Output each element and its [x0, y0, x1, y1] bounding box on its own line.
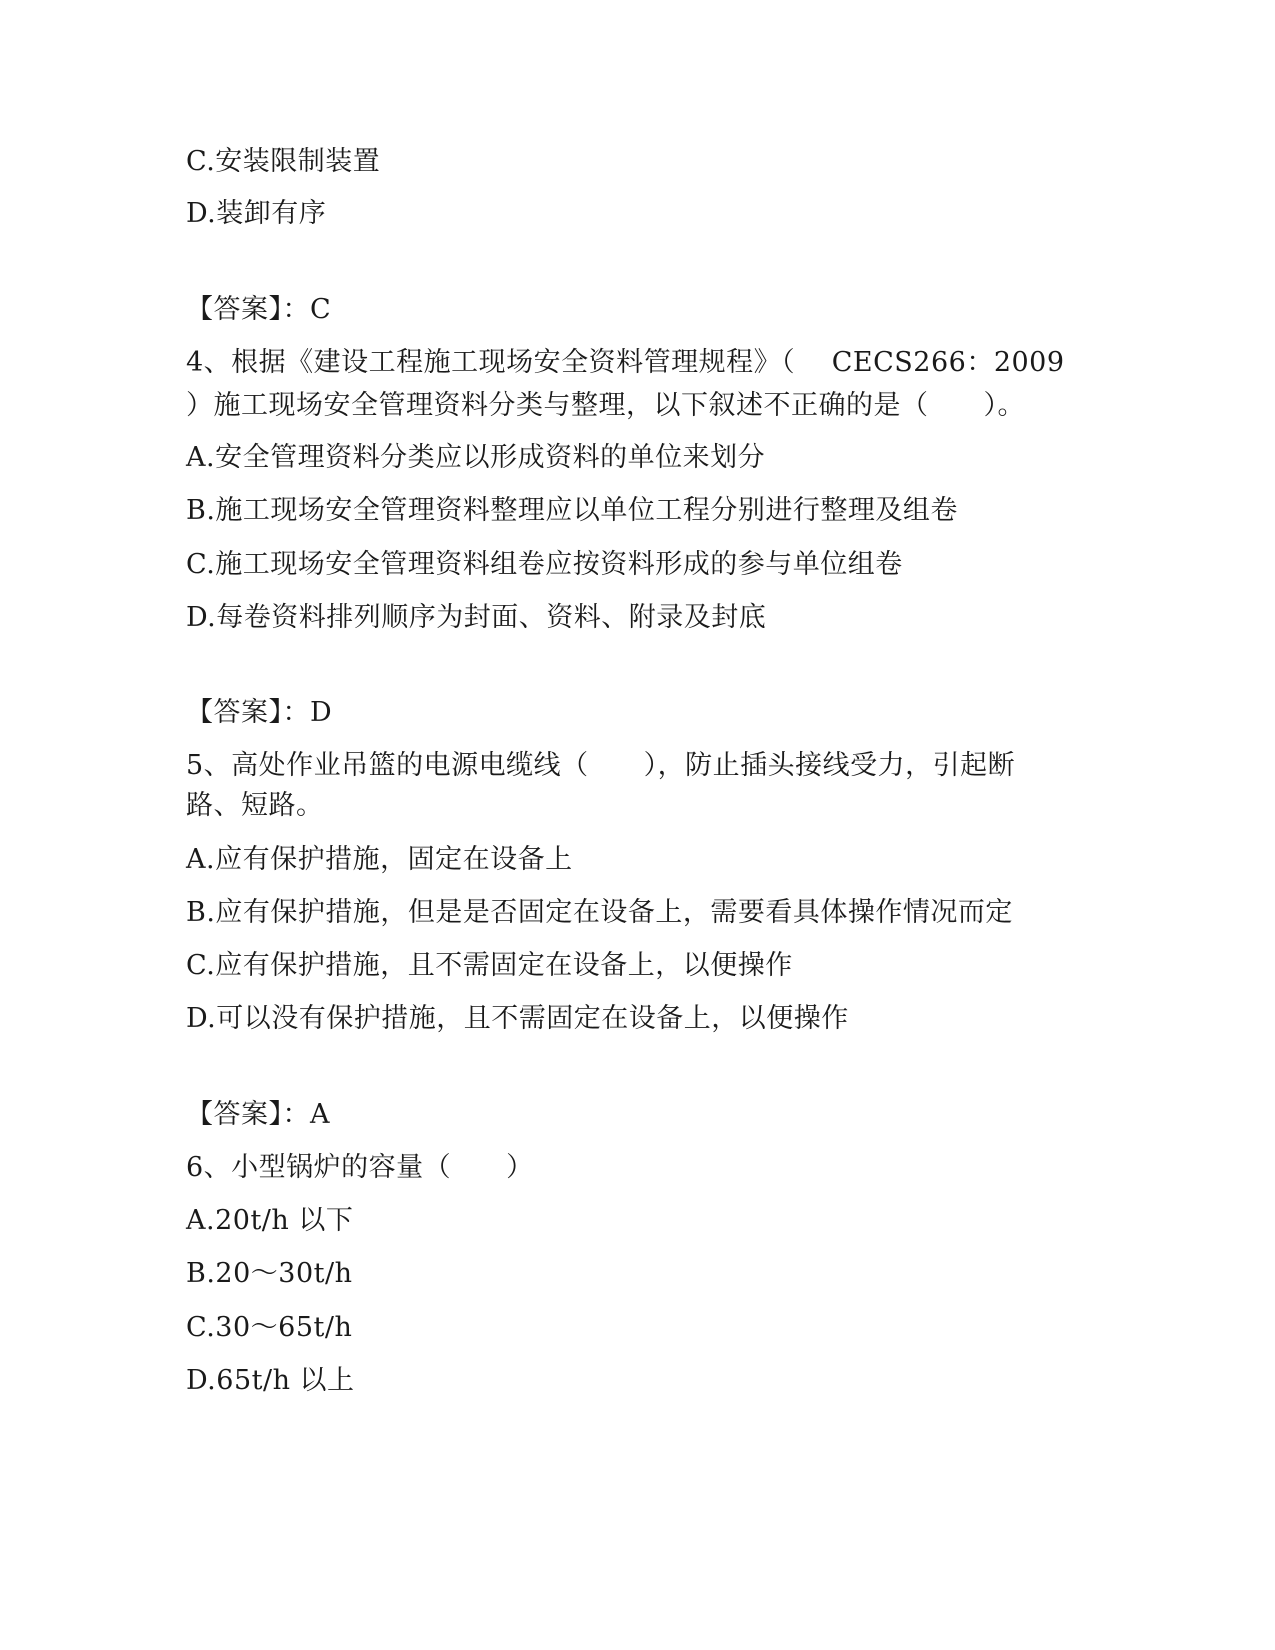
option-d: D.装卸有序 — [186, 198, 327, 229]
question-5-option-c: C.应有保护措施，且不需固定在设备上，以便操作 — [186, 950, 793, 981]
question-4-option-c: C.施工现场安全管理资料组卷应按资料形成的参与单位组卷 — [186, 549, 903, 580]
answer-line: 【答案】：C — [186, 294, 332, 325]
question-6-option-a: A.20t/h 以下 — [186, 1205, 354, 1236]
question-4-option-a: A.安全管理资料分类应以形成资料的单位来划分 — [186, 442, 766, 473]
question-6-option-c: C.30～65t/h — [186, 1312, 353, 1343]
question-5-stem-line-1: 5、高处作业吊篮的电源电缆线（ ），防止插头接线受力，引起断 — [186, 750, 1016, 781]
option-c: C.安装限制装置 — [186, 146, 381, 177]
question-5-answer: 【答案】：A — [186, 1099, 330, 1130]
question-5-option-d: D.可以没有保护措施，且不需固定在设备上，以便操作 — [186, 1003, 849, 1034]
question-4-stem-line-2: ）施工现场安全管理资料分类与整理，以下叙述不正确的是（ ）。 — [186, 390, 1025, 421]
question-6-option-b: B.20～30t/h — [186, 1258, 353, 1289]
question-4-option-d: D.每卷资料排列顺序为封面、资料、附录及封底 — [186, 602, 767, 633]
question-5-option-b: B.应有保护措施，但是是否固定在设备上，需要看具体操作情况而定 — [186, 897, 1013, 928]
question-6-option-d: D.65t/h 以上 — [186, 1365, 355, 1396]
question-4-option-b: B.施工现场安全管理资料整理应以单位工程分别进行整理及组卷 — [186, 495, 958, 526]
question-5-option-a: A.应有保护措施，固定在设备上 — [186, 844, 573, 875]
question-4-stem-line-1: 4、根据《建设工程施工现场安全资料管理规程》（ CECS266：2009 — [186, 347, 1065, 378]
question-5-stem-line-2: 路、短路。 — [186, 790, 324, 821]
question-6-stem-line-1: 6、小型锅炉的容量（ ） — [186, 1152, 534, 1183]
question-4-answer: 【答案】：D — [186, 697, 333, 728]
